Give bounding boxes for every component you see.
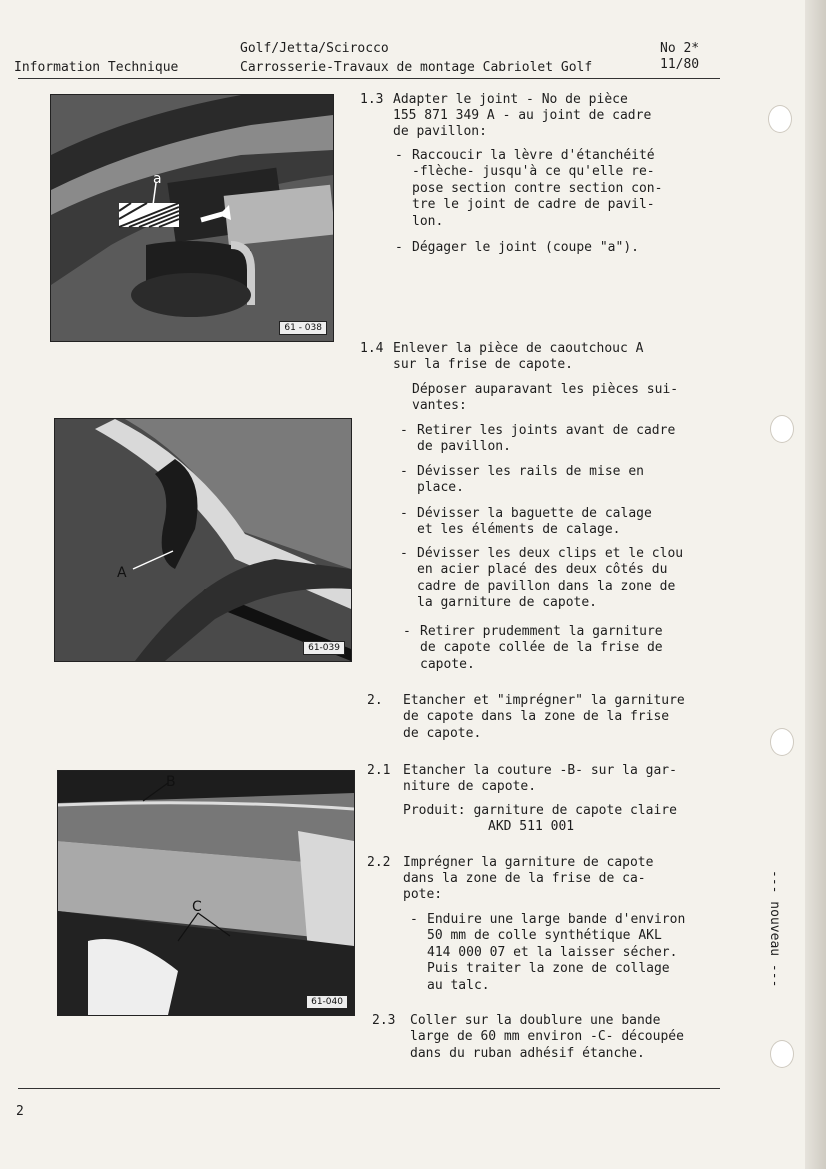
section-2-1-line: Etancher la couture -B- sur la gar- [403, 763, 677, 778]
list-item: - Retirer les joints avant de cadre de pavillon. [400, 423, 676, 454]
page-number: 2 [16, 1104, 24, 1119]
list-item: - Enduire une large bande d'environ 50 mm de colle synthétique AKL 414 000 07 et la laisser sécher. Puis traiter la zone de collage au talc. [410, 912, 686, 993]
photo2-fig-label: 61-039 [303, 641, 345, 655]
section-2-3-line: Coller sur la doublure une bande [410, 1013, 661, 1028]
photo1-fig-label: 61 - 038 [279, 321, 327, 335]
photo3-letter-b: B [166, 774, 176, 790]
photo3-fig-label: 61-040 [306, 995, 348, 1009]
section-2-1-product: Produit: garniture de capote claire [403, 803, 677, 818]
header-model: Golf/Jetta/Scirocco [240, 41, 389, 56]
page-edge-shadow [805, 0, 826, 1169]
section-2-2-line: Imprégner la garniture de capote [403, 855, 654, 870]
list-item: - Dévisser les deux clips et le clou en acier placé des deux côtés du cadre de pavillon dans la zone de la garniture de capote. [400, 546, 684, 610]
section-2-2-line: dans la zone de la frise de ca- [403, 871, 646, 886]
list-item: - Dévisser la baguette de calage et les éléments de calage. [400, 506, 652, 537]
header-subtitle: Carrosserie-Travaux de montage Cabriolet Golf [240, 60, 593, 75]
section-2-number: 2. [367, 693, 383, 708]
section-2-line: de capote dans la zone de la frise [403, 709, 670, 724]
section-1-3-line: 155 871 349 A - au joint de cadre [393, 108, 652, 123]
punch-hole [768, 105, 792, 133]
list-item: - Dévisser les rails de mise en place. [400, 464, 644, 495]
section-2-1-number: 2.1 [367, 763, 391, 778]
section-2-2-line: pote: [403, 887, 443, 902]
section-2-3-number: 2.3 [372, 1013, 396, 1028]
section-1-4-line: sur la frise de capote. [393, 357, 574, 372]
photo2-letter-a: A [117, 565, 127, 581]
section-1-4-line: Enlever la pièce de caoutchouc A [393, 341, 644, 356]
section-1-4-number: 1.4 [360, 341, 384, 356]
side-note-nouveau: --- nouveau --- [767, 870, 782, 988]
section-1-4-pre: Déposer auparavant les pièces sui- [412, 382, 679, 397]
punch-hole [770, 728, 794, 756]
photo-61-039 [54, 418, 352, 662]
header-date: 11/80 [660, 57, 700, 72]
section-2-line: Etancher et "imprégner" la garniture [403, 693, 685, 708]
section-1-3-line: Adapter le joint - No de pièce [393, 92, 628, 107]
punch-hole [770, 415, 794, 443]
header-rule [18, 78, 720, 79]
section-2-2-number: 2.2 [367, 855, 391, 870]
header-left: Information Technique [14, 60, 179, 75]
photo3-letter-c: C [192, 899, 202, 915]
section-1-3-number: 1.3 [360, 92, 384, 107]
section-2-3-line: dans du ruban adhésif étanche. [410, 1046, 645, 1061]
photo-61-038 [50, 94, 334, 342]
footer-rule [18, 1088, 720, 1089]
list-item: - Raccoucir la lèvre d'étanchéité -flèche- jusqu'à ce qu'elle re- pose section contre section con- tre le joint de cadre de pavil- lon. [395, 148, 663, 229]
section-2-1-line: niture de capote. [403, 779, 537, 794]
list-item: - Retirer prudemment la garniture de capote collée de la frise de capote. [403, 624, 663, 672]
header-number: No 2* [660, 41, 700, 56]
photo-61-040 [57, 770, 355, 1016]
list-item: - Dégager le joint (coupe "a"). [395, 240, 639, 255]
punch-hole [770, 1040, 794, 1068]
section-1-4-pre: vantes: [412, 398, 467, 413]
section-1-3-line: de pavillon: [393, 124, 487, 139]
section-2-3-line: large de 60 mm environ -C- découpée [410, 1029, 684, 1044]
section-2-1-product-code: AKD 511 001 [488, 819, 575, 834]
photo1-letter-a: a [153, 171, 162, 187]
section-2-line: de capote. [403, 726, 482, 741]
